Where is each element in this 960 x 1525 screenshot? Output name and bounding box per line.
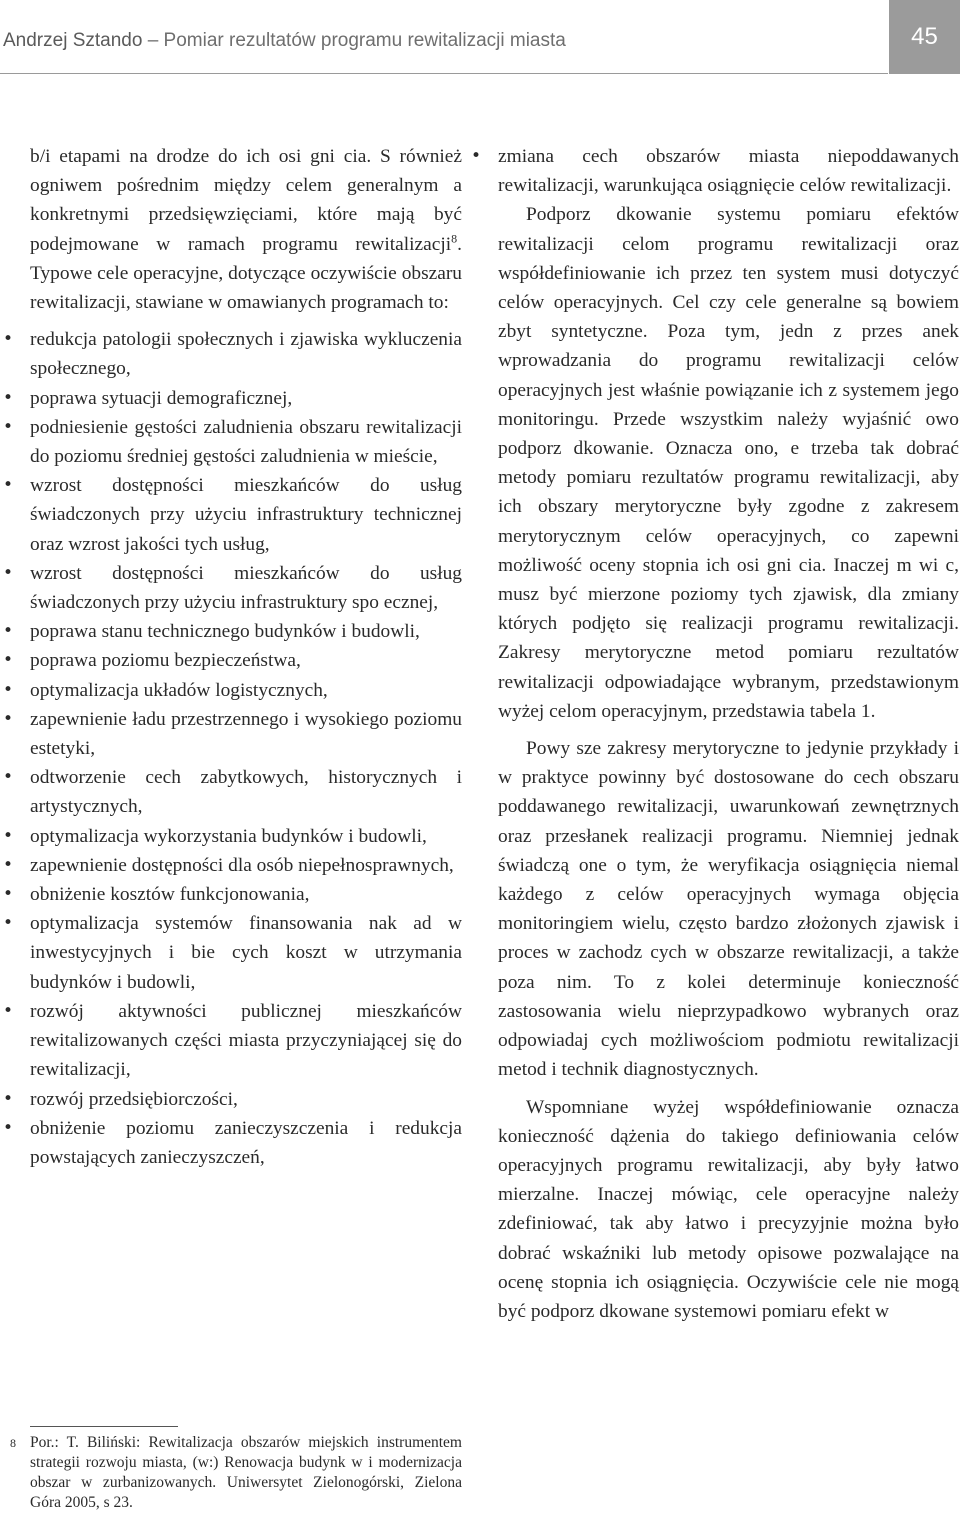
list-item: • podniesienie gęstości zaludnienia obszaru rewitalizacji do poziomu średniej gęstości zaludnienia w mieście, <box>30 413 462 471</box>
footnote-ref: 8 <box>451 231 458 246</box>
body-paragraph: Podporz dkowanie systemu pomiaru efektów rewitalizacji celom programu rewitalizacji oraz współdefiniowanie ich przez ten system musi dotyczyć celów operacyjnych. Cel czy cele generalne są bowiem zbyt syntetyczne. Poza tym, jedn z przes anek wprowadzania do programu rewitalizacji celów operacyjnych jest właśnie powiązanie ich z systemem jego monitoringu. Przede wszystkim należy wyjaśnić owo podporz dkowanie. Oznacza ono, e trzeba tak dobrać metody pomiaru rezultatów programu rewitalizacji, aby ich obszary merytoryczne były zgodne z zakresem merytorycznym celów operacyjnych, co zapewni możliwość oceny stopnia ich osi gni cia. Inaczej m wi c, musz być mierzone poziomy tych zjawisk, dla zmiany których podjęto się realizacji programu rewitalizacji. Zakresy merytoryczne metod pomiaru rezultatów rewitalizacji odpowiadające wybranym, przedstawionym wyżej celom operacyjnym, przedstawia tabela 1. <box>498 204 959 722</box>
intro-paragraph <box>30 142 462 317</box>
spacer <box>498 1085 959 1093</box>
header-rule <box>0 73 888 74</box>
list-item: • poprawa poziomu bezpieczeństwa, <box>30 646 462 675</box>
list-item: • obniżenie poziomu zanieczyszczenia i redukcja powstających zanieczyszczeń, <box>30 1114 462 1172</box>
list-item: • zapewnienie dostępności dla osób niepełnosprawnych, <box>30 851 462 880</box>
list-item: • wzrost dostępności mieszkańców do usług świadczonych przy użyciu infrastruktury technicznej oraz wzrost jakości tych usług, <box>30 471 462 559</box>
running-header <box>0 0 960 74</box>
list-item: • wzrost dostępności mieszkańców do usług świadczonych przy użyciu infrastruktury spo ecznej, <box>30 559 462 617</box>
footnote-number: 8 <box>10 1436 16 1450</box>
list-item: • poprawa sytuacji demograficznej, <box>30 384 462 413</box>
list-item: • optymalizacja układów logistycznych, <box>30 676 462 705</box>
operational-goals-list <box>30 325 462 1172</box>
list-item: • rozwój przedsiębiorczości, <box>30 1085 462 1114</box>
list-item: • redukcja patologii społecznych i zjawiska wykluczenia społecznego, <box>30 325 462 383</box>
body-paragraph: Wspomniane wyżej współdefiniowanie oznacza konieczność dążenia do takiego definiowania celów operacyjnych programu rewitalizacji, aby były łatwo mierzalne. Inaczej mówiąc, cele operacyjne należy zdefiniować, tak aby łatwo i precyzyjnie można było dobrać wskaźniki lub metody opisowe pozwalające na ocenę stopnia ich osiągnięcia. Oczywiście cele nie mogą być podporz dkowane systemowi pomiaru efekt w <box>498 1096 959 1322</box>
spacer <box>30 317 462 325</box>
list-item: • obniżenie kosztów funkcjonowania, <box>30 880 462 909</box>
header-title: Pomiar rezultatów programu rewitalizacji miasta <box>163 30 566 51</box>
list-item: • optymalizacja systemów finansowania nak ad w inwestycyjnych i bie cych koszt w utrzymania budynków i budowli, <box>30 909 462 997</box>
header-separator: – <box>142 30 164 51</box>
header-text <box>3 30 566 52</box>
footnote-text: Por.: T. Biliński: Rewitalizacja obszarów miejskich instrumentem strategii rozwoju miasta, (w:) Renowacja budynk w i modernizacja obszar w zurbanizowanych. Uniwersytet Zielonogórski, Zielona Góra 2005, s 23. <box>30 1434 462 1511</box>
list-item: • zmiana cech obszarów miasta niepoddawanych rewitalizacji, warunkująca osiągnięcie celów rewitalizacji. <box>498 142 959 200</box>
list-item: • zapewnienie ładu przestrzennego i wysokiego poziomu estetyki, <box>30 705 462 763</box>
footnote-rule <box>30 1426 178 1427</box>
page-number: 45 <box>889 0 960 74</box>
right-column <box>498 142 959 1326</box>
intro-text-cont: . Typowe cele operacyjne, dotyczące oczywiście obszaru rewitalizacji, stawiane w omawianych programach to: <box>30 233 462 314</box>
continued-list <box>498 142 959 200</box>
footnote <box>10 1433 462 1513</box>
list-item: • rozwój aktywności publicznej mieszkańców rewitalizowanych części miasta przyczyniającej się do rewitalizacji, <box>30 997 462 1085</box>
intro-text: b/i etapami na drodze do ich osi gni cia. S również ogniwem pośrednim między celem generalnym a konkretnymi przedsięwzięciami, które mają być podejmowane w ramach programu rewitalizacji <box>30 146 462 255</box>
body-paragraph: Powy sze zakresy merytoryczne to jedynie przykłady i w praktyce powinny być dostosowane do cech obszaru poddawanego rewitalizacji, uwarunkowań zewnętrznych oraz przesłanek realizacji programu. Niemniej jednak świadczą one o tym, że weryfikacja osiągnięcia niemal każdego z celów operacyjnych wymaga objęcia monitoringiem wielu, często bardzo złożonych zjawisk i proces w zachodz cych w obszarze rewitalizacji, a także poza nim. To z kolei determinuje konieczność zastosowania wielu nieprzypadkowo wybranych oraz odpowiadaj cych możliwościom podmiotu rewitalizacji metod i technik diagnostycznych. <box>498 738 959 1081</box>
left-column <box>30 142 462 1172</box>
spacer <box>498 726 959 734</box>
header-author: Andrzej Sztando <box>3 30 143 51</box>
list-item: • odtworzenie cech zabytkowych, historycznych i artystycznych, <box>30 763 462 821</box>
list-item: • poprawa stanu technicznego budynków i budowli, <box>30 617 462 646</box>
list-item: • optymalizacja wykorzystania budynków i budowli, <box>30 822 462 851</box>
